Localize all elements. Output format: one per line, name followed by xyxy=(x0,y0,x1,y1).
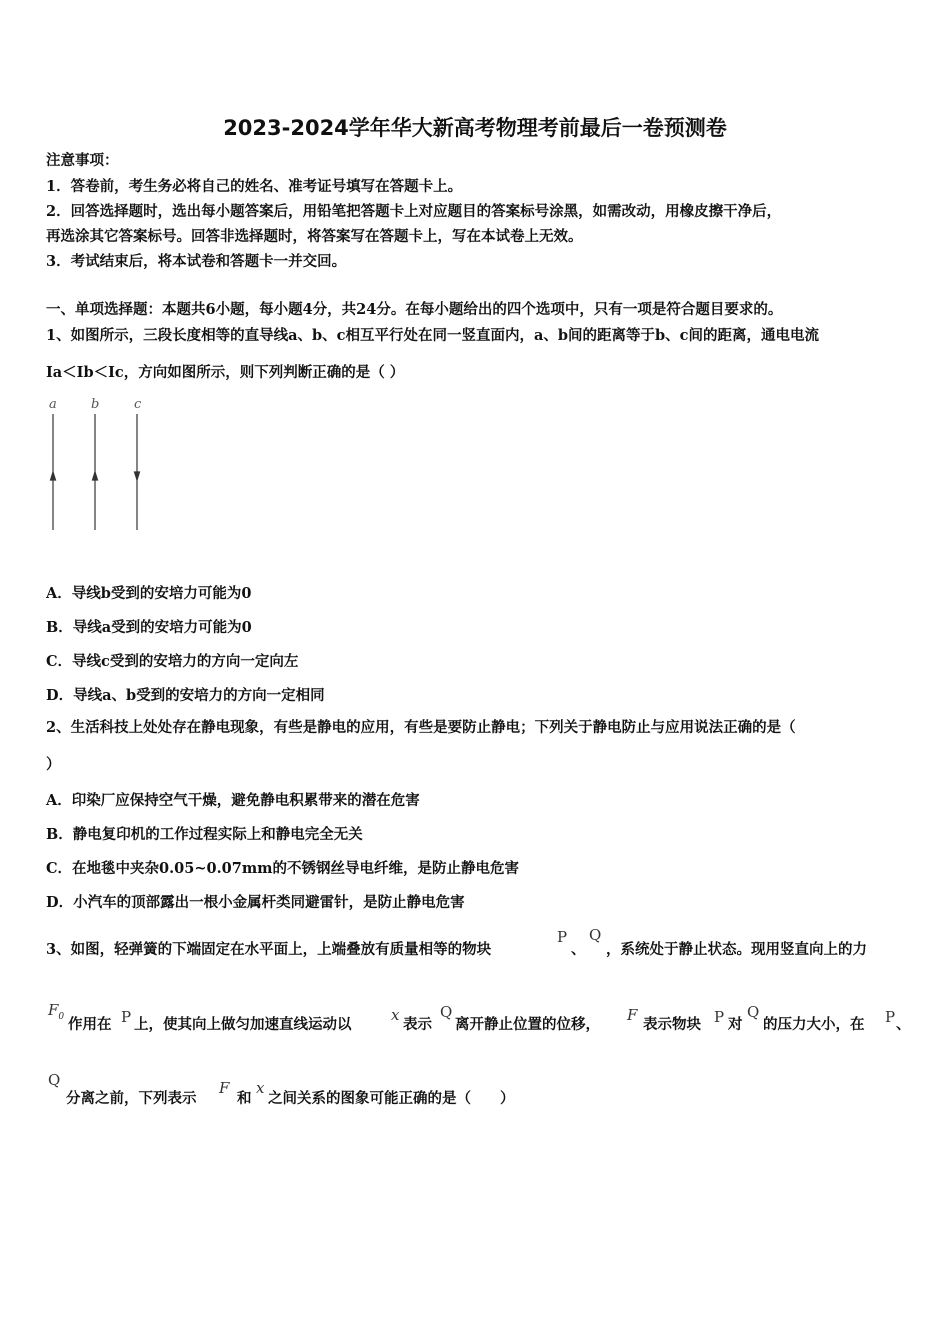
q3-symbol-P-2: P xyxy=(121,1008,132,1026)
wire-b-arrow-up xyxy=(93,472,98,480)
q2-stem-line2: ） xyxy=(46,756,61,773)
q1-option-c: C．导线c受到的安培力的方向一定向左 xyxy=(46,653,299,670)
q3-line2-text-a: 作用在 xyxy=(68,1016,112,1033)
wire-label-b: b xyxy=(91,397,100,412)
q3-line2-text-c: 表示 xyxy=(403,1016,432,1033)
q3-line3-text-b: 和 xyxy=(237,1090,252,1107)
q3-symbol-Q: Q xyxy=(589,926,602,944)
q2-option-c: C．在地毯中夹杂0.05~0.07mm的不锈钢丝导电纤维，是防止静电危害 xyxy=(46,860,520,877)
q3-symbol-P: P xyxy=(557,928,568,946)
q3-line2-text-e: 表示物块 xyxy=(643,1016,701,1033)
q1-option-d: D．导线a、b受到的安培力的方向一定相同 xyxy=(46,687,325,704)
q1-option-a: A．导线b受到的安培力可能为0 xyxy=(46,585,252,602)
q3-line2-text-d: 离开静止位置的位移， xyxy=(455,1016,600,1033)
q3-line1-text-b: 、 xyxy=(571,941,586,958)
q3-line1-text-a: 3、如图，轻弹簧的下端固定在水平面上，上端叠放有质量相等的物块 xyxy=(46,941,492,958)
q2-option-a: A．印染厂应保持空气干燥，避免静电积累带来的潜在危害 xyxy=(46,792,420,809)
q3-symbol-F-2: F xyxy=(219,1079,230,1097)
q3-line2-text-h: 、 xyxy=(896,1016,911,1033)
q1-stem-line1: 1、如图所示，三段长度相等的直导线a、b、c相互平行处在同一竖直面内，a、b间的距离等于b、c间的距离，通电电流 xyxy=(46,327,819,344)
q3-line2-text-f: 对 xyxy=(728,1016,743,1033)
page-title: 2023-2024学年华大新高考物理考前最后一卷预测卷 xyxy=(223,116,727,140)
q1-wire-figure xyxy=(40,392,160,541)
notice-item-2-cont: 再选涂其它答案标号。回答非选择题时，将答案写在答题卡上，写在本试卷上无效。 xyxy=(46,228,583,245)
q3-symbol-Q-4: Q xyxy=(48,1071,61,1089)
section-heading: 一、单项选择题：本题共6小题，每小题4分，共24分。在每小题给出的四个选项中，只有一项是符合题目要求的。 xyxy=(46,301,783,318)
q3-symbol-P-3: P xyxy=(714,1008,725,1026)
notice-item-2: 2．回答选择题时，选出每小题答案后，用铅笔把答题卡上对应题目的答案标号涂黑，如需改动，用橡皮擦干净后， xyxy=(46,203,782,220)
notice-item-3: 3．考试结束后，将本试卷和答题卡一并交回。 xyxy=(46,253,347,270)
q3-symbol-Q-3: Q xyxy=(747,1003,760,1021)
q3-symbol-P-4: P xyxy=(885,1008,896,1026)
q3-symbol-x-2: x xyxy=(256,1079,265,1097)
q3-line2-text-g: 的压力大小，在 xyxy=(763,1016,865,1033)
wire-label-c: c xyxy=(134,397,142,412)
q3-line1-text-c: ，系统处于静止状态。现用竖直向上的力 xyxy=(606,941,867,958)
q3-symbol-Q-2: Q xyxy=(440,1003,453,1021)
q3-line2-text-b: 上，使其向上做匀加速直线运动以 xyxy=(134,1016,352,1033)
notice-item-1: 1．答卷前，考生务必将自己的姓名、准考证号填写在答题卡上。 xyxy=(46,178,463,195)
q3-line3-text-c: 之间关系的图象可能正确的是（ ） xyxy=(268,1090,515,1107)
q3-symbol-F0: $F_0$ xyxy=(48,1001,65,1022)
q1-stem-line2: Ia＜Ib＜Ic，方向如图所示，则下列判断正确的是（ ） xyxy=(46,364,405,381)
q3-line3-text-a: 分离之前，下列表示 xyxy=(66,1090,197,1107)
wire-label-a: a xyxy=(49,397,57,412)
q2-option-d: D．小汽车的顶部露出一根小金属杆类同避雷针，是防止静电危害 xyxy=(46,894,465,911)
notice-heading: 注意事项： xyxy=(46,152,119,169)
wire-a-arrow-up xyxy=(51,472,56,480)
q3-symbol-F: F xyxy=(627,1006,638,1024)
q3-symbol-x: x xyxy=(391,1006,400,1024)
q2-option-b: B．静电复印机的工作过程实际上和静电完全无关 xyxy=(46,826,363,843)
q2-stem-line1: 2、生活科技上处处存在静电现象，有些是静电的应用，有些是要防止静电；下列关于静电防止与应用说法正确的是（ xyxy=(46,719,796,736)
q1-option-b: B．导线a受到的安培力可能为0 xyxy=(46,619,252,636)
wire-c-arrow-down xyxy=(135,472,140,480)
